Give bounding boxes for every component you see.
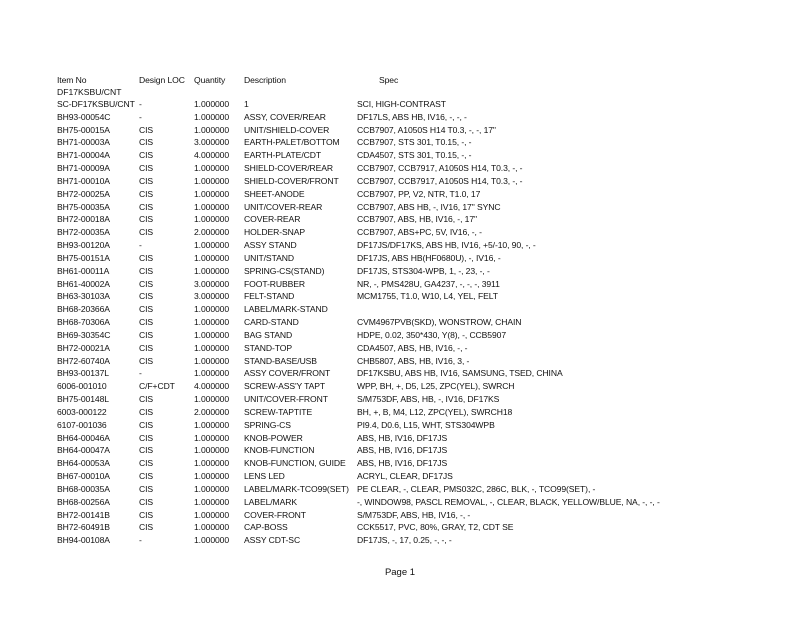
cell-design-loc: CIS — [139, 137, 154, 148]
cell-item-number: BH93-00120A — [57, 240, 110, 251]
cell-quantity: 1.000000 — [194, 265, 230, 276]
cell-spec: SCI, HIGH-CONTRAST — [357, 99, 446, 109]
cell-quantity: 1.000000 — [194, 304, 230, 315]
cell-design-loc: CIS — [139, 522, 154, 533]
cell-spec: CCK5517, PVC, 80%, GRAY, T2, CDT SE — [357, 522, 514, 533]
cell-spec: PI9.4, D0.6, L15, WHT, STS304WPB — [357, 419, 495, 430]
cell-design-loc: CIS — [139, 445, 154, 456]
cell-item-number: BH72-00025A — [57, 188, 110, 199]
model-number: DF17KSBU/CNT — [57, 87, 122, 97]
cell-spec: CVM4967PVB(SKD), WONSTROW, CHAIN — [357, 317, 522, 328]
cell-description: SCREW-ASS'Y TAPT — [244, 381, 326, 392]
cell-spec: NR, -, PMS428U, GA4237, -, -, -, 3911 — [357, 278, 500, 289]
cell-design-loc: - — [139, 368, 142, 379]
cell-spec: -, WINDOW98, PASCL REMOVAL, -, CLEAR, BLACK, YELLOW/BLUE, NA, -, -, - — [357, 496, 660, 507]
cell-design-loc: CIS — [139, 317, 154, 328]
cell-spec: DF17JS/DF17KS, ABS HB, IV16, +5/-10, 90, -, - — [357, 240, 536, 251]
cell-description: ASSY COVER/FRONT — [244, 368, 331, 379]
cell-design-loc: CIS — [139, 496, 154, 507]
cell-item-number: BH93-00054C — [57, 111, 111, 122]
cell-item-number: BH93-00137L — [57, 368, 109, 379]
cell-spec: CHB5807, ABS, HB, IV16, 3, - — [357, 355, 470, 366]
cell-quantity: 1.000000 — [194, 342, 230, 353]
cell-design-loc: CIS — [139, 291, 154, 302]
cell-quantity: 1.000000 — [194, 201, 230, 212]
cell-description: SPRING-CS — [244, 419, 291, 430]
cell-design-loc: C/F+CDT — [139, 381, 175, 392]
cell-design-loc: CIS — [139, 458, 154, 469]
cell-quantity: 1.000000 — [194, 188, 230, 199]
cell-design-loc: CIS — [139, 394, 154, 405]
cell-design-loc: CIS — [139, 163, 154, 174]
header-spec: Spec — [379, 75, 399, 85]
cell-item-number: BH64-00053A — [57, 458, 110, 469]
cell-description: STAND-BASE/USB — [244, 355, 317, 366]
cell-quantity: 4.000000 — [194, 381, 230, 392]
cell-quantity: 1.000000 — [194, 471, 230, 482]
cell-quantity: 1.000000 — [194, 214, 230, 225]
cell-spec: CCB7907, ABS HB, -, IV16, 17" SYNC — [357, 201, 501, 212]
cell-description: ASSY STAND — [244, 240, 297, 251]
cell-design-loc: CIS — [139, 265, 154, 276]
cell-design-loc: CIS — [139, 304, 154, 315]
cell-item-number: BH71-00003A — [57, 137, 110, 148]
cell-quantity: 1.000000 — [194, 458, 230, 469]
cell-description: SHIELD-COVER/FRONT — [244, 175, 339, 186]
cell-design-loc: CIS — [139, 150, 154, 161]
cell-spec: CCB7907, ABS+PC, 5V, IV16, -, - — [357, 227, 482, 238]
cell-spec: CCB7907, STS 301, T0.15, -, - — [357, 137, 472, 148]
cell-description: KNOB-FUNCTION, GUIDE — [244, 458, 346, 469]
cell-spec: HDPE, 0.02, 350*430, Y(8), -, CCB5907 — [357, 329, 507, 340]
cell-description: SPRING-CS(STAND) — [244, 265, 325, 276]
cell-description: SCREW-TAPTITE — [244, 406, 313, 417]
cell-quantity: 3.000000 — [194, 278, 230, 289]
cell-quantity: 1.000000 — [194, 445, 230, 456]
cell-description: COVER-REAR — [244, 214, 301, 225]
cell-description: SHEET-ANODE — [244, 188, 305, 199]
cell-item-number: BH67-00010A — [57, 471, 110, 482]
cell-design-loc: CIS — [139, 342, 154, 353]
cell-description: UNIT/COVER-REAR — [244, 201, 323, 212]
cell-description: BAG STAND — [244, 329, 293, 340]
cell-quantity: 1.000000 — [194, 111, 230, 122]
cell-item-number: BH75-00148L — [57, 394, 109, 405]
cell-spec: CDA4507, ABS, HB, IV16, -, - — [357, 342, 468, 353]
cell-description: FOOT-RUBBER — [244, 278, 305, 289]
cell-design-loc: CIS — [139, 471, 154, 482]
cell-description: ASSY, COVER/REAR — [244, 111, 326, 122]
cell-description: LABEL/MARK — [244, 496, 297, 507]
cell-spec: DF17KSBU, ABS HB, IV16, SAMSUNG, TSED, CHINA — [357, 368, 563, 379]
header-description: Description — [244, 75, 286, 85]
cell-spec: DF17JS, ABS HB(HF0680U), -, IV16, - — [357, 252, 501, 263]
cell-design-loc: CIS — [139, 355, 154, 366]
cell-quantity: 1.000000 — [194, 175, 230, 186]
cell-item-number: BH68-00035A — [57, 483, 110, 494]
cell-item-number: BH72-60491B — [57, 522, 110, 533]
cell-quantity: 1.000000 — [194, 99, 230, 109]
cell-item-number: BH64-00046A — [57, 432, 110, 443]
cell-item-number: BH72-00021A — [57, 342, 110, 353]
cell-quantity: 1.000000 — [194, 483, 230, 494]
cell-item-number: BH72-00141B — [57, 509, 110, 520]
cell-design-loc: CIS — [139, 432, 154, 443]
cell-description: STAND-TOP — [244, 342, 292, 353]
cell-quantity: 1.000000 — [194, 419, 230, 430]
cell-spec: CCB7907, PP, V2, NTR, T1.0, 17 — [357, 188, 481, 199]
cell-design-loc: CIS — [139, 509, 154, 520]
cell-item-number: BH63-30103A — [57, 291, 110, 302]
cell-item-number: BH68-00256A — [57, 496, 110, 507]
cell-design-loc: CIS — [139, 406, 154, 417]
cell-description: UNIT/COVER-FRONT — [244, 394, 328, 405]
cell-quantity: 1.000000 — [194, 240, 230, 251]
cell-item-number: BH71-00010A — [57, 175, 110, 186]
cell-spec: S/M753DF, ABS, HB, IV16, -, - — [357, 509, 471, 520]
cell-item-number: BH94-00108A — [57, 535, 110, 546]
cell-description: COVER-FRONT — [244, 509, 306, 520]
cell-description: SHIELD-COVER/REAR — [244, 163, 334, 174]
cell-description: EARTH-PLATE/CDT — [244, 150, 321, 161]
cell-spec: CCB7907, ABS, HB, IV16, -, 17" — [357, 214, 477, 225]
header-quantity: Quantity — [194, 75, 226, 85]
cell-description: UNIT/SHIELD-COVER — [244, 124, 330, 135]
cell-item-number: 6006-001010 — [57, 381, 107, 392]
cell-item-number: BH61-40002A — [57, 278, 110, 289]
cell-item-number: BH72-00018A — [57, 214, 110, 225]
cell-quantity: 2.000000 — [194, 406, 230, 417]
cell-design-loc: CIS — [139, 278, 154, 289]
cell-design-loc: CIS — [139, 201, 154, 212]
cell-spec: MCM1755, T1.0, W10, L4, YEL, FELT — [357, 291, 498, 302]
cell-item-number: BH72-00035A — [57, 227, 110, 238]
cell-design-loc: CIS — [139, 227, 154, 238]
cell-design-loc: CIS — [139, 252, 154, 263]
cell-item-number: BH71-00004A — [57, 150, 110, 161]
cell-item-number: 6003-000122 — [57, 406, 107, 417]
cell-spec: CCB7907, CCB7917, A1050S H14, T0.3, -, - — [357, 163, 523, 174]
cell-design-loc: CIS — [139, 483, 154, 494]
cell-description: LABEL/MARK-TCO99(SET) — [244, 483, 349, 494]
cell-quantity: 1.000000 — [194, 252, 230, 263]
cell-description: UNIT/STAND — [244, 252, 294, 263]
cell-item-number: BH75-00015A — [57, 124, 110, 135]
cell-description: ASSY CDT-SC — [244, 535, 301, 546]
cell-spec: ACRYL, CLEAR, DF17JS — [357, 471, 453, 482]
cell-spec: S/M753DF, ABS, HB, -, IV16, DF17KS — [357, 394, 500, 405]
page-number: Page 1 — [384, 567, 416, 578]
cell-item-number: 6107-001036 — [57, 419, 107, 430]
cell-quantity: 1.000000 — [194, 496, 230, 507]
cell-quantity: 1.000000 — [194, 509, 230, 520]
cell-quantity: 1.000000 — [194, 368, 230, 379]
cell-description: HOLDER-SNAP — [244, 227, 305, 238]
cell-quantity: 1.000000 — [194, 317, 230, 328]
cell-item-number: BH72-60740A — [57, 355, 110, 366]
cell-item-number: BH69-30354C — [57, 329, 111, 340]
cell-item-number: BH68-20366A — [57, 304, 110, 315]
header-design-loc: Design LOC — [139, 75, 185, 85]
cell-description: FELT-STAND — [244, 291, 295, 302]
cell-description: LENS LED — [244, 471, 285, 482]
cell-item-number: BH75-00035A — [57, 201, 110, 212]
cell-design-loc: CIS — [139, 329, 154, 340]
cell-spec: ABS, HB, IV16, DF17JS — [357, 458, 448, 469]
cell-quantity: 1.000000 — [194, 163, 230, 174]
cell-item-number: BH68-70306A — [57, 317, 110, 328]
cell-spec: ABS, HB, IV16, DF17JS — [357, 432, 448, 443]
cell-quantity: 4.000000 — [194, 150, 230, 161]
cell-spec: BH, +, B, M4, L12, ZPC(YEL), SWRCH18 — [357, 406, 513, 417]
cell-spec: DF17JS, -, 17, 0.25, -, -, - — [357, 535, 452, 546]
cell-description: EARTH-PALET/BOTTOM — [244, 137, 340, 148]
cell-description: CAP-BOSS — [244, 522, 288, 533]
cell-design-loc: - — [139, 111, 142, 122]
cell-design-loc: CIS — [139, 188, 154, 199]
cell-spec: PE CLEAR, -, CLEAR, PMS032C, 286C, BLK, -, TCO99(SET), - — [357, 483, 596, 494]
cell-spec: CCB7907, A1050S H14 T0.3, -, -, 17" — [357, 124, 496, 135]
cell-quantity: 2.000000 — [194, 227, 230, 238]
cell-description: LABEL/MARK-STAND — [244, 304, 328, 315]
header-item-no: Item No — [57, 75, 87, 85]
cell-description: KNOB-FUNCTION — [244, 445, 315, 456]
cell-quantity: 1.000000 — [194, 535, 230, 546]
cell-item-number: SC-DF17KSBU/CNT — [57, 99, 135, 109]
cell-spec: CCB7907, CCB7917, A1050S H14, T0.3, -, - — [357, 175, 523, 186]
cell-description: 1 — [244, 99, 249, 109]
cell-quantity: 1.000000 — [194, 522, 230, 533]
cell-item-number: BH71-00009A — [57, 163, 110, 174]
cell-design-loc: - — [139, 535, 142, 546]
cell-quantity: 3.000000 — [194, 137, 230, 148]
cell-item-number: BH75-00151A — [57, 252, 110, 263]
cell-spec: WPP, BH, +, D5, L25, ZPC(YEL), SWRCH — [357, 381, 515, 392]
cell-quantity: 3.000000 — [194, 291, 230, 302]
cell-spec: DF17JS, STS304-WPB, 1, -, 23, -, - — [357, 265, 490, 276]
cell-design-loc: CIS — [139, 175, 154, 186]
cell-spec: ABS, HB, IV16, DF17JS — [357, 445, 448, 456]
cell-quantity: 1.000000 — [194, 329, 230, 340]
cell-design-loc: - — [139, 99, 142, 109]
cell-design-loc: CIS — [139, 124, 154, 135]
cell-description: KNOB-POWER — [244, 432, 303, 443]
cell-spec: CDA4507, STS 301, T0.15, -, - — [357, 150, 472, 161]
cell-quantity: 1.000000 — [194, 355, 230, 366]
cell-quantity: 1.000000 — [194, 394, 230, 405]
cell-design-loc: CIS — [139, 419, 154, 430]
cell-description: CARD-STAND — [244, 317, 299, 328]
cell-quantity: 1.000000 — [194, 124, 230, 135]
cell-design-loc: - — [139, 240, 142, 251]
cell-spec: DF17LS, ABS HB, IV16, -, -, - — [357, 111, 467, 122]
cell-item-number: BH61-00011A — [57, 265, 110, 276]
cell-quantity: 1.000000 — [194, 432, 230, 443]
cell-design-loc: CIS — [139, 214, 154, 225]
cell-item-number: BH64-00047A — [57, 445, 110, 456]
